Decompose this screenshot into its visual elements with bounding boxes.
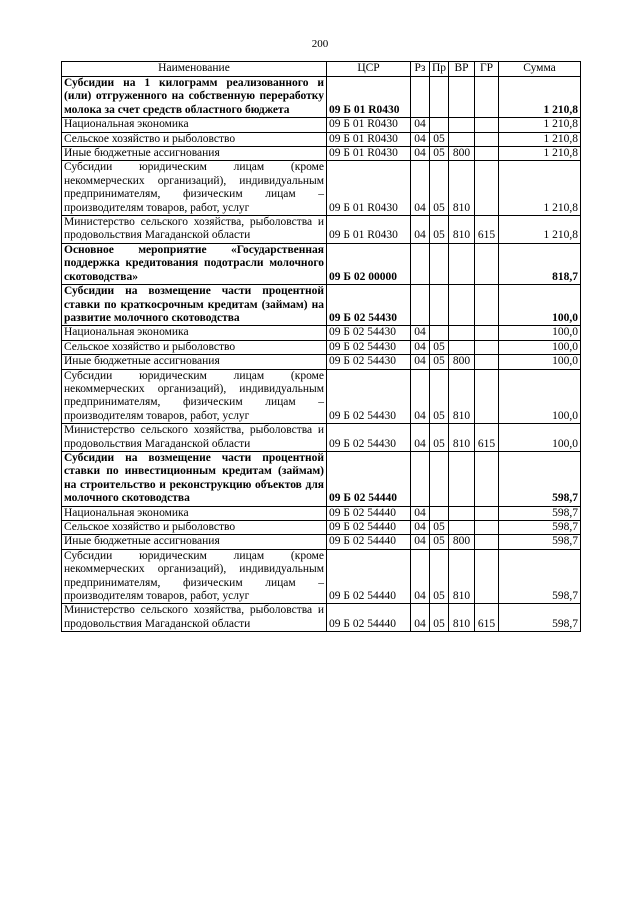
cell-pr — [430, 285, 449, 326]
cell-gr: 615 — [475, 424, 499, 452]
cell-gr — [475, 77, 499, 118]
cell-pr: 05 — [430, 424, 449, 452]
cell-pr: 05 — [430, 147, 449, 161]
cell-rz: 04 — [411, 340, 430, 354]
cell-rz: 04 — [411, 355, 430, 369]
cell-name: Субсидии юридическим лицам (кроме некоммерческих организаций), индивидуальным предпринимателям, физическим лицам – производителям товаров, работ, услуг — [62, 549, 327, 604]
cell-gr — [475, 451, 499, 506]
cell-vr — [449, 521, 475, 535]
table-row — [62, 77, 581, 118]
cell-csr: 09 Б 02 00000 — [327, 243, 411, 284]
header-gr: ГР — [475, 62, 499, 77]
table-row — [62, 285, 581, 326]
cell-vr: 810 — [449, 216, 475, 244]
cell-csr: 09 Б 02 54440 — [327, 549, 411, 604]
cell-gr — [475, 549, 499, 604]
cell-sum: 818,7 — [499, 243, 581, 284]
cell-pr: 05 — [430, 604, 449, 632]
cell-name: Иные бюджетные ассигнования — [62, 535, 327, 549]
cell-gr — [475, 340, 499, 354]
table-row — [62, 535, 581, 549]
cell-csr: 09 Б 02 54430 — [327, 340, 411, 354]
cell-sum: 1 210,8 — [499, 118, 581, 132]
cell-rz — [411, 77, 430, 118]
cell-pr — [430, 118, 449, 132]
cell-vr: 800 — [449, 147, 475, 161]
cell-name: Иные бюджетные ассигнования — [62, 147, 327, 161]
table-row — [62, 118, 581, 132]
cell-vr — [449, 285, 475, 326]
cell-rz — [411, 451, 430, 506]
cell-vr — [449, 451, 475, 506]
cell-name: Сельское хозяйство и рыболовство — [62, 340, 327, 354]
cell-pr: 05 — [430, 549, 449, 604]
cell-pr — [430, 451, 449, 506]
cell-name: Субсидии юридическим лицам (кроме некоммерческих организаций), индивидуальным предпринимателям, физическим лицам – производителям товаров, работ, услуг — [62, 161, 327, 216]
cell-sum: 1 210,8 — [499, 132, 581, 146]
table-row — [62, 424, 581, 452]
cell-pr — [430, 506, 449, 520]
cell-name: Министерство сельского хозяйства, рыболовства и продовольствия Магаданской области — [62, 424, 327, 452]
cell-pr: 05 — [430, 521, 449, 535]
cell-vr — [449, 506, 475, 520]
cell-vr — [449, 243, 475, 284]
cell-gr — [475, 132, 499, 146]
cell-rz: 04 — [411, 161, 430, 216]
cell-rz: 04 — [411, 369, 430, 424]
header-rz: Рз — [411, 62, 430, 77]
cell-sum: 100,0 — [499, 326, 581, 340]
page-number: 200 — [311, 38, 329, 50]
table-row — [62, 132, 581, 146]
cell-csr: 09 Б 01 R0430 — [327, 132, 411, 146]
table-header-row — [62, 62, 581, 77]
cell-csr: 09 Б 02 54440 — [327, 521, 411, 535]
table-row — [62, 506, 581, 520]
budget-table — [61, 61, 581, 632]
header-csr: ЦСР — [327, 62, 411, 77]
cell-rz — [411, 243, 430, 284]
cell-sum: 1 210,8 — [499, 216, 581, 244]
cell-name: Министерство сельского хозяйства, рыболовства и продовольствия Магаданской области — [62, 604, 327, 632]
cell-gr — [475, 355, 499, 369]
cell-vr — [449, 132, 475, 146]
cell-vr: 800 — [449, 535, 475, 549]
cell-gr — [475, 161, 499, 216]
cell-sum: 598,7 — [499, 506, 581, 520]
cell-sum: 100,0 — [499, 355, 581, 369]
cell-pr — [430, 326, 449, 340]
cell-csr: 09 Б 02 54440 — [327, 604, 411, 632]
cell-gr — [475, 147, 499, 161]
cell-gr — [475, 285, 499, 326]
cell-sum: 598,7 — [499, 549, 581, 604]
cell-name: Сельское хозяйство и рыболовство — [62, 521, 327, 535]
cell-rz: 04 — [411, 506, 430, 520]
cell-csr: 09 Б 01 R0430 — [327, 147, 411, 161]
cell-rz: 04 — [411, 549, 430, 604]
cell-pr — [430, 77, 449, 118]
cell-rz: 04 — [411, 535, 430, 549]
cell-csr: 09 Б 01 R0430 — [327, 216, 411, 244]
cell-gr — [475, 521, 499, 535]
header-name: Наименование — [62, 62, 327, 77]
cell-csr: 09 Б 01 R0430 — [327, 161, 411, 216]
cell-rz: 04 — [411, 118, 430, 132]
table-row — [62, 451, 581, 506]
cell-csr: 09 Б 02 54430 — [327, 369, 411, 424]
cell-sum: 598,7 — [499, 521, 581, 535]
cell-sum: 100,0 — [499, 424, 581, 452]
cell-gr — [475, 369, 499, 424]
cell-vr — [449, 77, 475, 118]
cell-sum: 100,0 — [499, 285, 581, 326]
cell-vr — [449, 340, 475, 354]
cell-rz: 04 — [411, 132, 430, 146]
cell-gr — [475, 535, 499, 549]
cell-vr: 810 — [449, 549, 475, 604]
cell-csr: 09 Б 01 R0430 — [327, 118, 411, 132]
cell-rz: 04 — [411, 521, 430, 535]
cell-name: Субсидии юридическим лицам (кроме некоммерческих организаций), индивидуальным предпринимателям, физическим лицам – производителям товаров, работ, услуг — [62, 369, 327, 424]
cell-gr — [475, 326, 499, 340]
cell-name: Субсидии на возмещение части процентной ставки по инвестиционным кредитам (займам) на строительство и реконструкцию объектов для молочного скотоводства — [62, 451, 327, 506]
cell-vr: 800 — [449, 355, 475, 369]
cell-gr — [475, 506, 499, 520]
table-row — [62, 216, 581, 244]
cell-gr — [475, 243, 499, 284]
cell-rz — [411, 285, 430, 326]
cell-sum: 100,0 — [499, 369, 581, 424]
cell-gr — [475, 118, 499, 132]
cell-name: Национальная экономика — [62, 506, 327, 520]
header-sum: Сумма — [499, 62, 581, 77]
table-body — [62, 77, 581, 632]
cell-sum: 598,7 — [499, 535, 581, 549]
cell-csr: 09 Б 02 54430 — [327, 326, 411, 340]
cell-vr: 810 — [449, 604, 475, 632]
cell-name: Субсидии на возмещение части процентной ставки по краткосрочным кредитам (займам) на развитие молочного скотоводства — [62, 285, 327, 326]
cell-pr: 05 — [430, 161, 449, 216]
cell-rz: 04 — [411, 604, 430, 632]
cell-sum: 598,7 — [499, 451, 581, 506]
cell-csr: 09 Б 02 54430 — [327, 355, 411, 369]
cell-vr: 810 — [449, 369, 475, 424]
cell-gr: 615 — [475, 216, 499, 244]
cell-sum: 598,7 — [499, 604, 581, 632]
cell-csr: 09 Б 02 54430 — [327, 285, 411, 326]
table-row — [62, 340, 581, 354]
cell-sum: 100,0 — [499, 340, 581, 354]
cell-name: Национальная экономика — [62, 326, 327, 340]
cell-name: Министерство сельского хозяйства, рыболовства и продовольствия Магаданской области — [62, 216, 327, 244]
cell-sum: 1 210,8 — [499, 77, 581, 118]
cell-name: Сельское хозяйство и рыболовство — [62, 132, 327, 146]
cell-csr: 09 Б 02 54440 — [327, 535, 411, 549]
cell-name: Основное мероприятие «Государственная поддержка кредитования подотрасли молочного скотоводства» — [62, 243, 327, 284]
table-row — [62, 326, 581, 340]
cell-csr: 09 Б 02 54430 — [327, 424, 411, 452]
cell-pr — [430, 243, 449, 284]
cell-csr: 09 Б 01 R0430 — [327, 77, 411, 118]
table-row — [62, 521, 581, 535]
table-row — [62, 243, 581, 284]
table-row — [62, 147, 581, 161]
cell-vr: 810 — [449, 161, 475, 216]
cell-csr: 09 Б 02 54440 — [327, 506, 411, 520]
cell-name: Субсидии на 1 килограмм реализованного и (или) отгруженного на собственную переработку молока за счет средств областного бюджета — [62, 77, 327, 118]
table-row — [62, 369, 581, 424]
cell-rz: 04 — [411, 326, 430, 340]
cell-csr: 09 Б 02 54440 — [327, 451, 411, 506]
cell-pr: 05 — [430, 132, 449, 146]
cell-vr — [449, 326, 475, 340]
table-row — [62, 161, 581, 216]
cell-vr — [449, 118, 475, 132]
cell-name: Национальная экономика — [62, 118, 327, 132]
cell-rz: 04 — [411, 216, 430, 244]
cell-rz: 04 — [411, 147, 430, 161]
cell-sum: 1 210,8 — [499, 161, 581, 216]
cell-pr: 05 — [430, 369, 449, 424]
cell-rz: 04 — [411, 424, 430, 452]
cell-vr: 810 — [449, 424, 475, 452]
cell-pr: 05 — [430, 340, 449, 354]
header-pr: Пр — [430, 62, 449, 77]
cell-sum: 1 210,8 — [499, 147, 581, 161]
cell-gr: 615 — [475, 604, 499, 632]
cell-pr: 05 — [430, 535, 449, 549]
cell-name: Иные бюджетные ассигнования — [62, 355, 327, 369]
header-vr: ВР — [449, 62, 475, 77]
table-row — [62, 355, 581, 369]
table-row — [62, 604, 581, 632]
table-row — [62, 549, 581, 604]
cell-pr: 05 — [430, 216, 449, 244]
cell-pr: 05 — [430, 355, 449, 369]
